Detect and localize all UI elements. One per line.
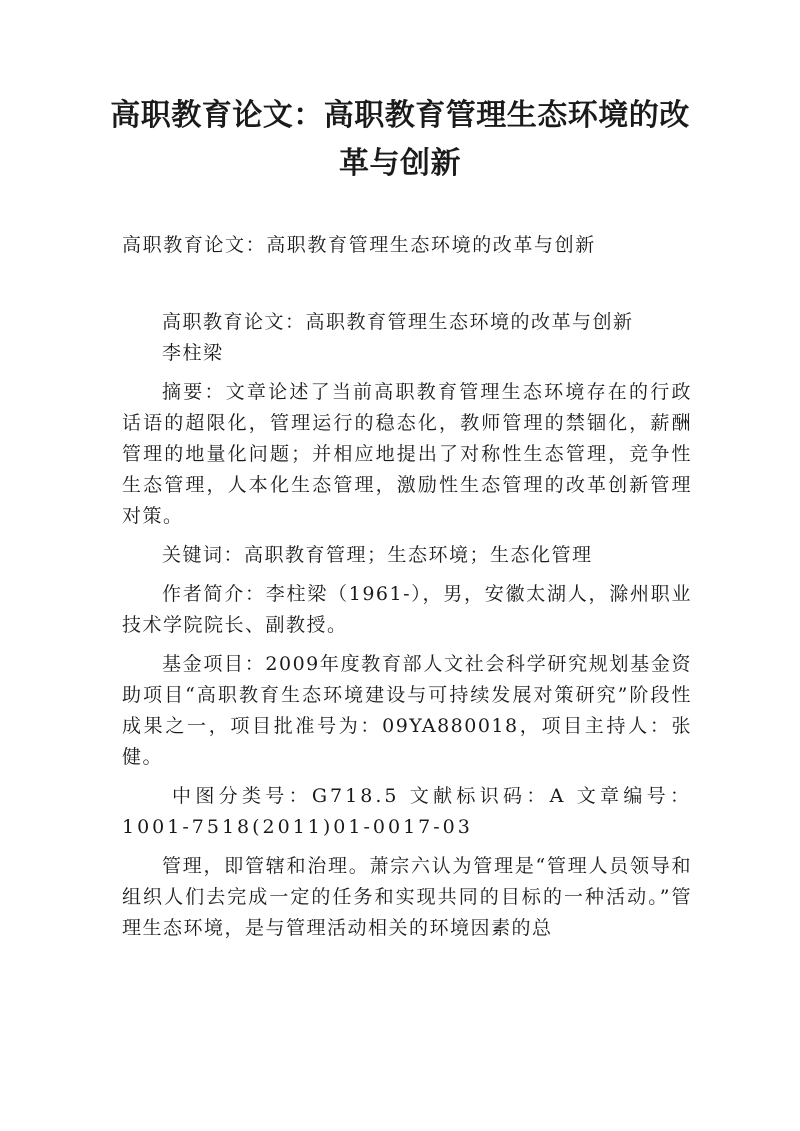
document-body — [122, 307, 692, 944]
article-heading: 高职教育论文：高职教育管理生态环境的改革与创新 — [162, 311, 634, 333]
author-name: 李柱梁 — [162, 342, 224, 364]
classification-paragraph: 中图分类号：G718.5 文献标识码：A 文章编号：1001-7518(2011)01-0017-03 — [122, 785, 692, 838]
author-bio-paragraph: 作者简介：李柱梁（1961-），男，安徽太湖人，滁州职业技术学院院长、副教授。 — [122, 583, 692, 636]
document-title: 高职教育论文：高职教育管理生态环境的改革与创新 — [110, 98, 690, 181]
abstract-paragraph: 摘要：文章论述了当前高职教育管理生态环境存在的行政话语的超限化，管理运行的稳态化，教师管理的禁锢化，薪酬管理的地量化问题；并相应地提出了对称性生态管理，竞争性生态管理，人本化生态管理，激励性生态管理的改革创新管理对策。 — [122, 381, 692, 527]
body-paragraph: 管理，即管辖和治理。萧宗六认为管理是“管理人员领导和组织人们去完成一定的任务和实现共同的目标的一种活动。”管理生态环境，是与管理活动相关的环境因素的总 — [122, 855, 692, 939]
keywords-paragraph: 关键词：高职教育管理；生态环境；生态化管理 — [162, 544, 593, 566]
document-subtitle: 高职教育论文：高职教育管理生态环境的改革与创新 — [122, 234, 596, 256]
funding-paragraph: 基金项目：2009年度教育部人文社会科学研究规划基金资助项目“高职教育生态环境建设与可持续发展对策研究”阶段性成果之一，项目批准号为：09YA880018，项目主持人：张健。 — [122, 653, 692, 768]
